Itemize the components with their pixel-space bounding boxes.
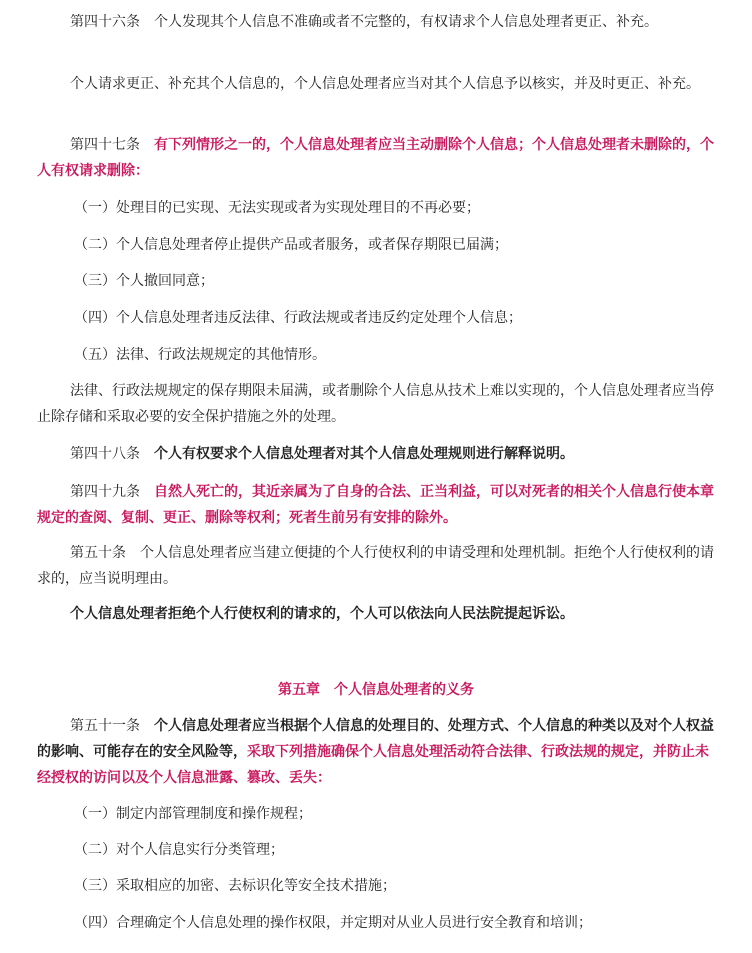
article-51-item-3: （三）采取相应的加密、去标识化等安全技术措施； (74, 878, 396, 894)
article-48-paragraph (37, 441, 715, 467)
article-51-item-1: （一）制定内部管理制度和操作规程； (74, 806, 312, 822)
article-50-label: 第五十条 (70, 545, 126, 561)
article-51-item-2: （二）对个人信息实行分类管理； (74, 842, 284, 858)
article-47-label: 第四十七条 (70, 137, 140, 153)
article-47-item-1: （一）处理目的已实现、无法实现或者为实现处理目的不再必要； (74, 200, 480, 216)
article-47-item-3: （三）个人撤回同意； (74, 273, 214, 289)
article-47-item-5: （五）法律、行政法规规定的其他情形。 (74, 347, 326, 363)
article-51-label: 第五十一条 (70, 718, 140, 734)
article-49-label: 第四十九条 (70, 484, 140, 500)
article-47-closing: 法律、行政法规规定的保存期限未届满，或者删除个人信息从技术上难以实现的，个人信息处理者应当停止除存储和采取必要的安全保护措施之外的处理。 (37, 383, 714, 425)
article-46-label: 第四十六条 (70, 14, 140, 30)
article-48-label: 第四十八条 (70, 446, 140, 462)
article-51-intro-red: 采取下列措施确保个人信息处理活动符合法律、行政法规的规定，并防止未经授权的访问以及个人信息泄露、篡改、丢失： (37, 744, 709, 786)
article-47-item-2: （二）个人信息处理者停止提供产品或者服务，或者保存期限已届满； (74, 237, 508, 253)
article-46-paragraph-1 (37, 9, 715, 35)
article-47-item-4: （四）个人信息处理者违反法律、行政法规或者违反约定处理个人信息； (74, 310, 522, 326)
article-49-paragraph (37, 479, 715, 531)
article-51-item-4: （四）合理确定个人信息处理的操作权限，并定期对从业人员进行安全教育和培训； (74, 915, 592, 931)
article-46-paragraph-2: 个人请求更正、补充其个人信息的，个人信息处理者应当对其个人信息予以核实，并及时更正、补充。 (70, 76, 700, 92)
article-51-intro-bold: 个人信息处理者应当根据个人信息的处理目的、处理方式、个人信息的种类以及对个人权益的影响、可能存在的安全风险等， (37, 718, 714, 760)
article-50-paragraph-2 (37, 601, 715, 627)
article-50-text: 个人信息处理者应当建立便捷的个人行使权利的申请受理和处理机制。拒绝个人行使权利的请求的，应当说明理由。 (37, 545, 714, 587)
article-47-intro-text: 有下列情形之一的，个人信息处理者应当主动删除个人信息；个人信息处理者未删除的，个人有权请求删除： (37, 137, 714, 179)
article-47-intro (37, 132, 715, 184)
article-50-paragraph-1 (37, 540, 715, 592)
article-51-intro (37, 713, 715, 791)
article-46-text: 个人发现其个人信息不准确或者不完整的，有权请求个人信息处理者更正、补充。 (154, 14, 658, 30)
article-48-text: 个人有权要求个人信息处理者对其个人信息处理规则进行解释说明。 (154, 446, 574, 462)
article-49-text: 自然人死亡的，其近亲属为了自身的合法、正当利益，可以对死者的相关个人信息行使本章规定的查阅、复制、更正、删除等权利；死者生前另有安排的除外。 (37, 484, 714, 526)
chapter-5-heading: 第五章 个人信息处理者的义务 (278, 682, 474, 698)
article-50-paragraph-2-text: 个人信息处理者拒绝个人行使权利的请求的，个人可以依法向人民法院提起诉讼。 (70, 606, 574, 622)
